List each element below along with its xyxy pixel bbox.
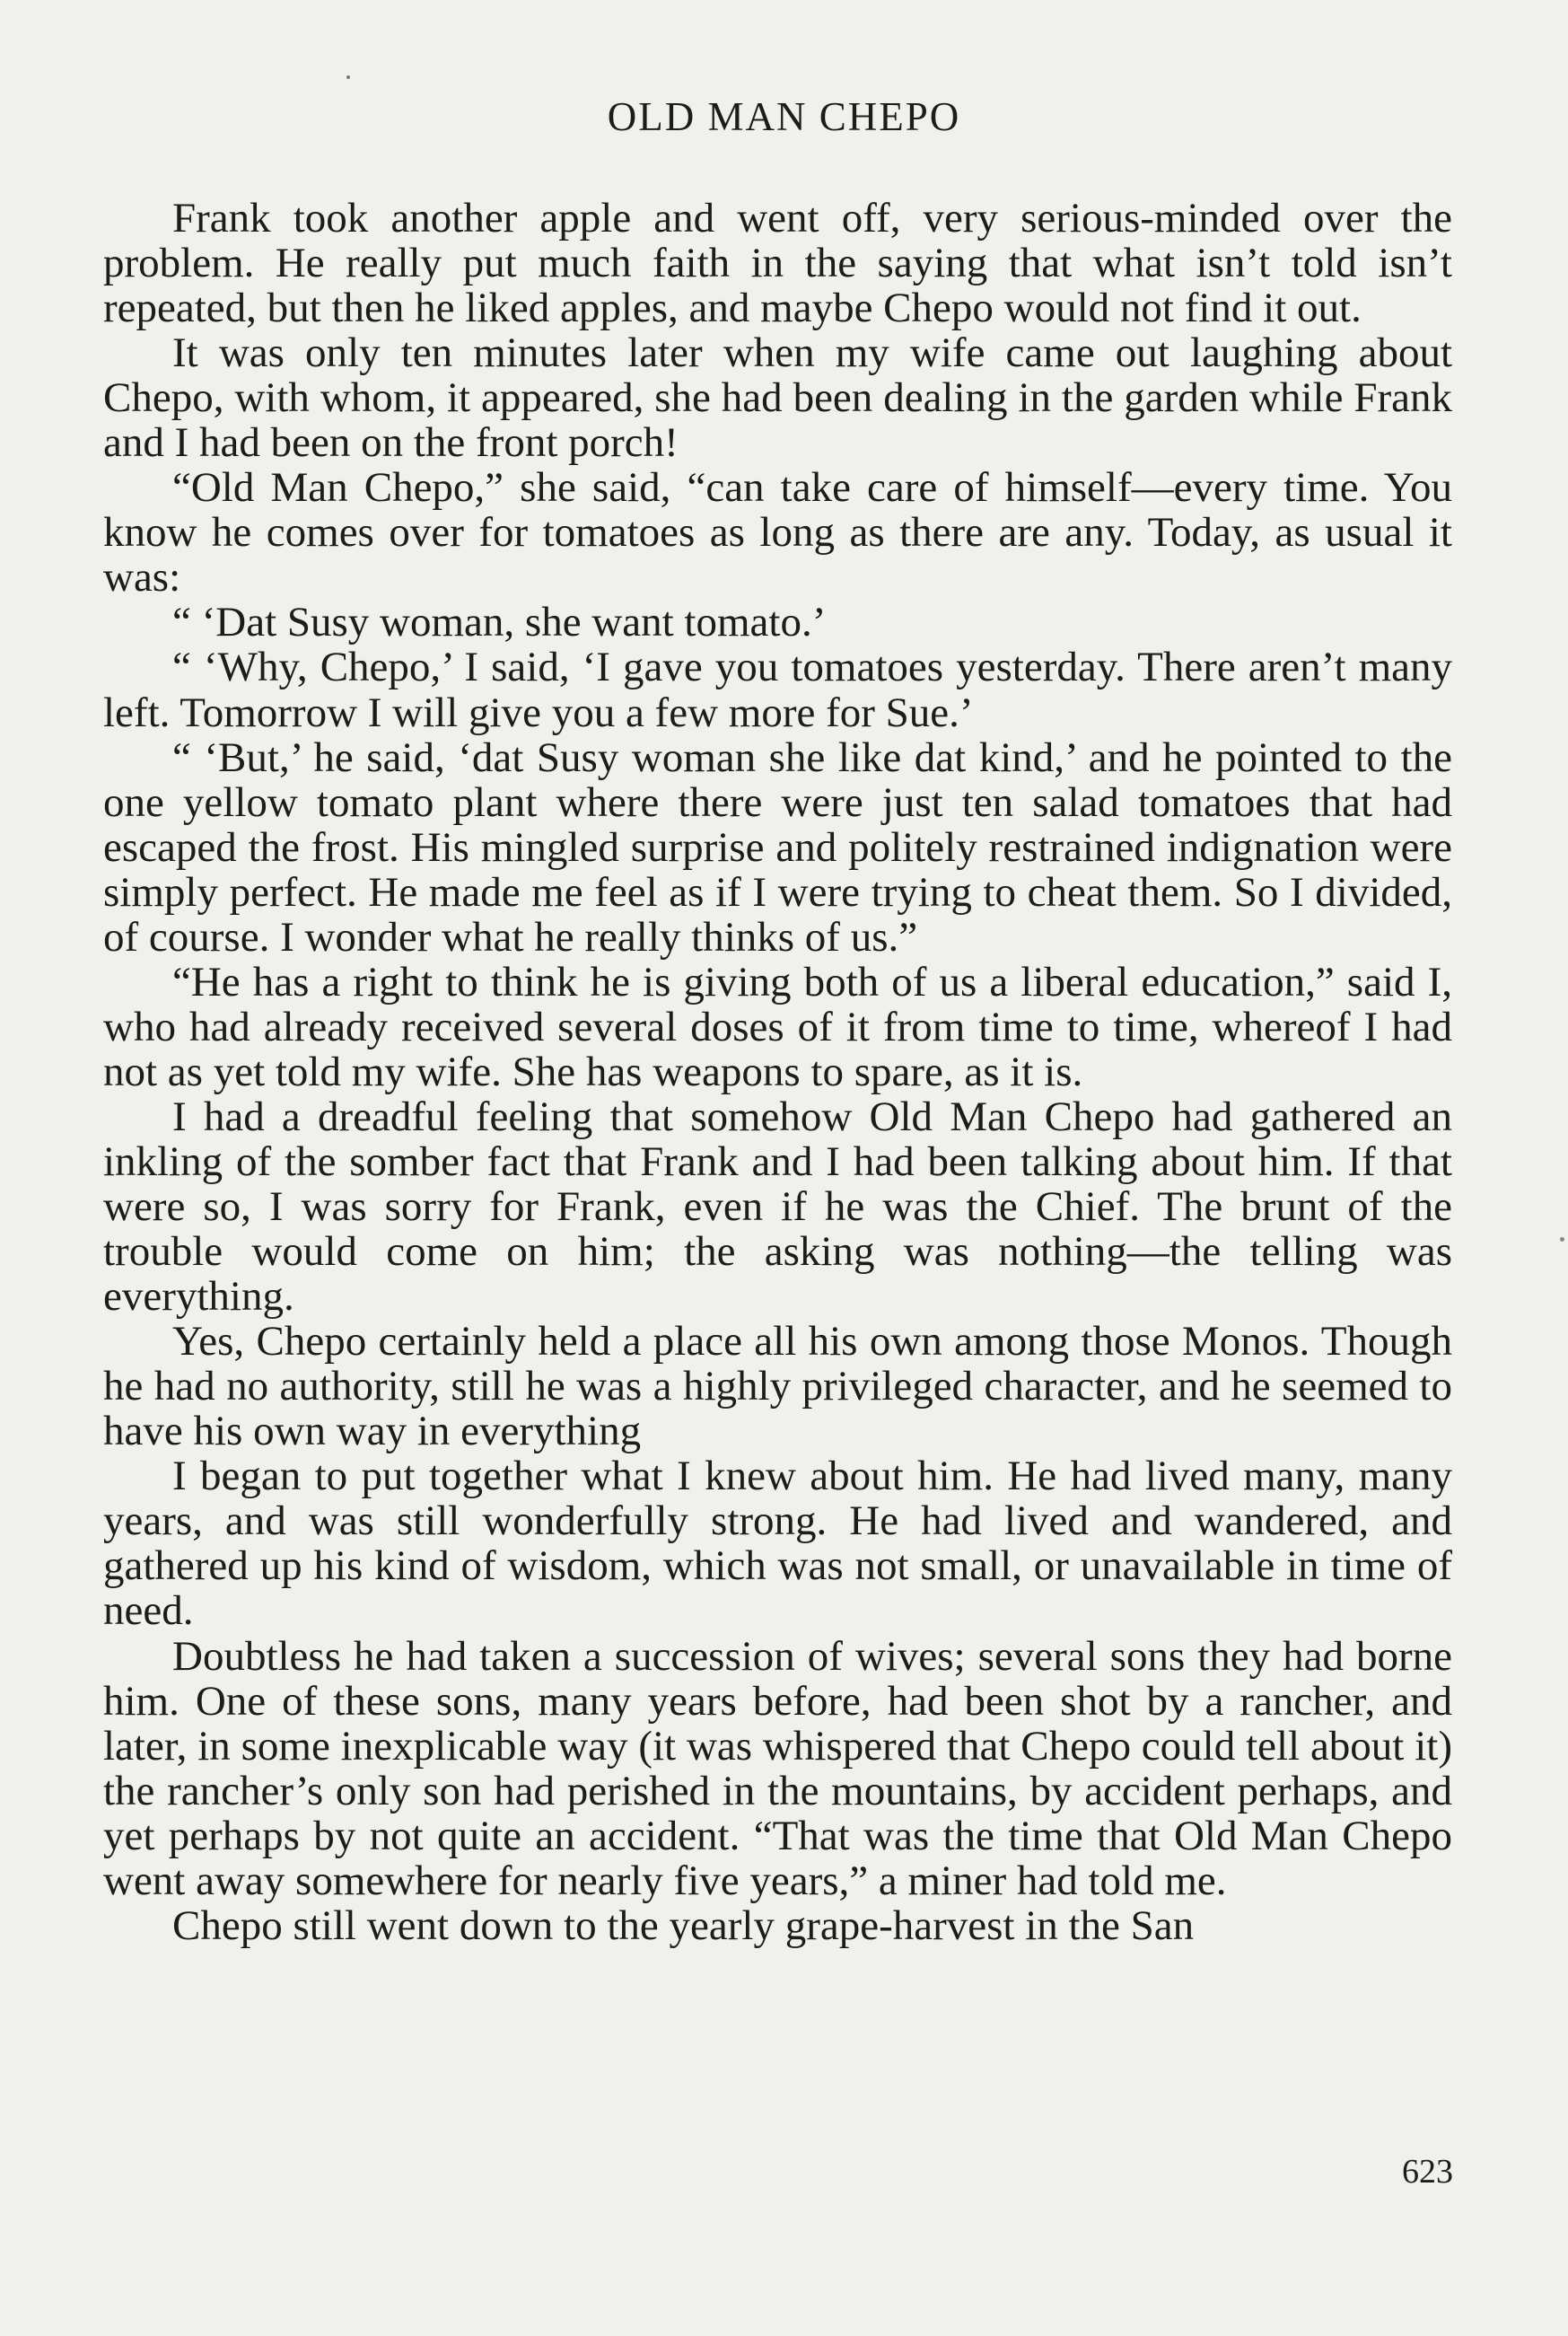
page-number: 623 [1402,2153,1453,2191]
paragraph: I had a dreadful feeling that somehow Old Man Chepo had gathered an inkling of the somber fact that Frank and I had been talking about him. If that were so, I was sorry for Frank, even if he was the Chief. The brunt of the trouble would come on him; the asking was nothing—the telling was everything. [103,1093,1452,1321]
paragraph: Doubtless he had taken a succession of wives; several sons they had borne him. One of these sons, many years before, had been shot by a rancher, and later, in some inexplicable way (it was whispered that Chepo could tell about it) the rancher’s only son had perished in the mountains, by accident perhaps, and yet perhaps by not quite an accident. “That was the time that Old Man Chepo went away somewhere for nearly five years,” a miner had told me. [103,1632,1452,1904]
paragraph: “ ‘Dat Susy woman, she want tomato.’ [172,599,827,646]
paragraph: “He has a right to think he is giving both of us a liberal education,” said I, who had already received several doses of it from time to time, whereof I had not as yet told my wife. She has weapons to spare, as it is. [103,958,1452,1095]
paragraph: “Old Man Chepo,” she said, “can take care of himself—every time. You know he comes over for tomatoes as long as there are any. Today, as usual it was: [103,464,1452,602]
paragraph: Frank took another apple and went off, very serious-minded over the problem. He really put much faith in the saying that what isn’t told isn’t repeated, but then he liked apples, and maybe Chepo would not find it out. [103,195,1452,332]
dust-speck [1560,1237,1564,1242]
paragraph: “ ‘Why, Chepo,’ I said, ‘I gave you tomatoes yesterday. There aren’t many left. Tomorrow I will give you a few more for Sue.’ [103,644,1452,736]
paragraph: Chepo still went down to the yearly grape-harvest in the San [172,1901,1195,1949]
dust-speck [346,75,350,79]
paragraph: I began to put together what I knew about him. He had lived many, many years, and was still wonderfully strong. He had lived and wandered, and gathered up his kind of wisdom, which was not small, or unavailable in time of need. [103,1453,1452,1635]
paragraph: “ ‘But,’ he said, ‘dat Susy woman she like dat kind,’ and he pointed to the one yellow tomato plant where there were just ten salad tomatoes that had escaped the frost. His mingled surprise and politely restrained indignation were simply perfect. He made me feel as if I were trying to cheat them. So I divided, of course. I wonder what he really thinks of us.” [103,733,1452,961]
running-head: OLD MAN CHEPO [607,94,961,139]
body-text [103,196,1452,1948]
paragraph: It was only ten minutes later when my wife came out laughing about Chepo, with whom, it appeared, she had been dealing in the garden while Frank and I had been on the front porch! [103,329,1452,467]
paragraph: Yes, Chepo certainly held a place all his own among those Monos. Though he had no authority, still he was a highly privileged character, and he seemed to have his own way in everything [103,1318,1452,1455]
